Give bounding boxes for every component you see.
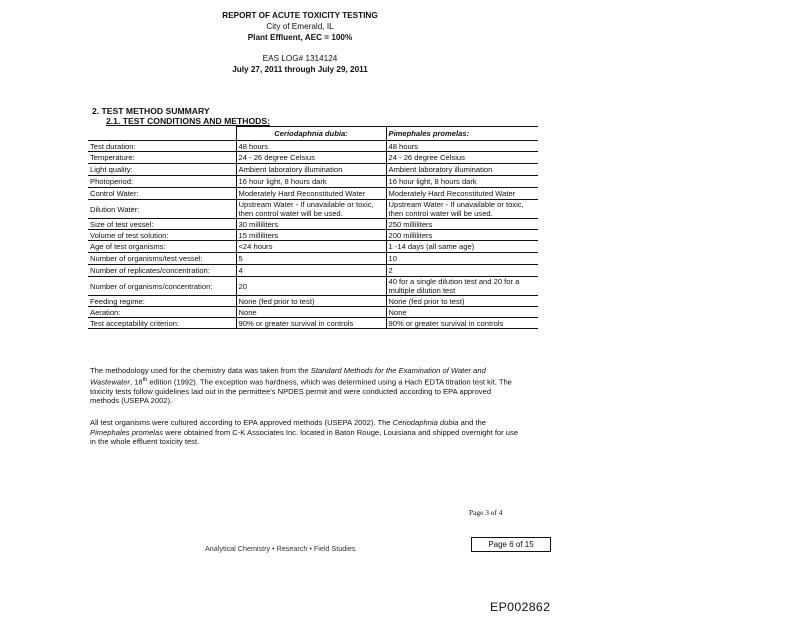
row-label: Number of organisms/concentration: bbox=[88, 277, 236, 296]
cell-pimephales: None (fed prior to test) bbox=[386, 296, 538, 307]
report-title: REPORT OF ACUTE TOXICITY TESTING bbox=[222, 11, 378, 20]
row-label: Age of test organisms: bbox=[88, 241, 236, 253]
para1-text-d: edition (1992). The exception was hardness, which was determined using a Hach EDTA titration test kit. The toxicity tests follow guidelines laid out in the permittee's NPDES permit and were conducted according to EPA approved methods (USEPA 2002). bbox=[90, 377, 512, 406]
cell-pimephales: 200 milliliters bbox=[386, 230, 538, 241]
cell-ceriodaphnia: 48 hours bbox=[236, 141, 386, 152]
cell-ceriodaphnia: Upstream Water - If unavailable or toxic, then control water will be used. bbox=[236, 200, 386, 219]
cell-pimephales: 2 bbox=[386, 265, 538, 277]
cell-pimephales: 90% or greater survival in controls bbox=[386, 318, 538, 329]
row-label: Test acceptability criterion: bbox=[88, 318, 236, 329]
methodology-paragraph bbox=[90, 366, 520, 406]
row-label: Light quality: bbox=[88, 164, 236, 176]
row-label: Dilution Water: bbox=[88, 200, 236, 219]
para2-text-d: Pimephales promelas bbox=[90, 427, 164, 437]
section-subheading: 2.1. TEST CONDITIONS AND METHODS: bbox=[106, 116, 270, 126]
test-conditions-table bbox=[88, 126, 538, 329]
cell-pimephales: 1 -14 days (all same age) bbox=[386, 241, 538, 253]
cell-pimephales: Upstream Water - If unavailable or toxic, then control water will be used. bbox=[386, 200, 538, 219]
table-row bbox=[88, 296, 538, 307]
cell-pimephales: 250 milliliters bbox=[386, 219, 538, 230]
cell-ceriodaphnia: Ambient laboratory illumination bbox=[236, 164, 386, 176]
organisms-paragraph bbox=[90, 418, 520, 447]
report-log: EAS LOG# 1314124 bbox=[262, 54, 338, 63]
row-label: Number of organisms/test vessel: bbox=[88, 253, 236, 265]
cell-ceriodaphnia: 30 milliliters bbox=[236, 219, 386, 230]
cell-ceriodaphnia: 16 hour light, 8 hours dark bbox=[236, 176, 386, 188]
cell-ceriodaphnia: 20 bbox=[236, 277, 386, 296]
cell-pimephales: 40 for a single dilution test and 20 for a multiple dilution test bbox=[386, 277, 538, 296]
table-row bbox=[88, 253, 538, 265]
page-of-label: Page 3 of 4 bbox=[469, 508, 503, 517]
table-row bbox=[88, 164, 538, 176]
para2-text-b: Ceriodaphnia dubia bbox=[392, 418, 459, 427]
cell-ceriodaphnia: <24 hours bbox=[236, 241, 386, 253]
table-row bbox=[88, 277, 538, 296]
cell-pimephales: Ambient laboratory illumination bbox=[386, 164, 538, 176]
para1-text-b: Standard Methods for the Examination of Water and Wastewater bbox=[90, 366, 486, 387]
table-row bbox=[88, 176, 538, 188]
bates-number: EP002862 bbox=[490, 600, 551, 614]
footer-org: Analytical Chemistry • Research • Field Studies bbox=[205, 544, 356, 553]
col-header-ceriodaphnia: Ceriodaphnia dubia: bbox=[236, 127, 386, 141]
para2-text-a: All test organisms were cultured according to EPA approved methods (USEPA 2002). The bbox=[90, 418, 393, 427]
page-number-box: Page 6 of 15 bbox=[471, 537, 551, 552]
table-row bbox=[88, 230, 538, 241]
table-row bbox=[88, 318, 538, 329]
table-row bbox=[88, 200, 538, 219]
table-row bbox=[88, 188, 538, 200]
cell-pimephales: 10 bbox=[386, 253, 538, 265]
report-city: City of Emerald, IL bbox=[266, 22, 334, 31]
cell-ceriodaphnia: 4 bbox=[236, 265, 386, 277]
report-dates: July 27, 2011 through July 29, 2011 bbox=[232, 65, 368, 74]
table-row bbox=[88, 265, 538, 277]
row-label: Photoperiod: bbox=[88, 176, 236, 188]
cell-ceriodaphnia: 90% or greater survival in controls bbox=[236, 318, 386, 329]
row-label: Test duration: bbox=[88, 141, 236, 152]
table-row bbox=[88, 241, 538, 253]
row-label: Control Water: bbox=[88, 188, 236, 200]
row-label: Feeding regime: bbox=[88, 296, 236, 307]
table-row bbox=[88, 219, 538, 230]
col-header-pimephales: Pimephales promelas: bbox=[386, 127, 538, 141]
para1-text-a: The methodology used for the chemistry data was taken from the bbox=[90, 366, 311, 375]
table-corner bbox=[88, 127, 236, 141]
row-label: Aeration: bbox=[88, 307, 236, 318]
table-row bbox=[88, 307, 538, 318]
cell-pimephales: Moderately Hard Reconstituted Water bbox=[386, 188, 538, 200]
table-row bbox=[88, 141, 538, 152]
row-label: Number of replicates/concentration: bbox=[88, 265, 236, 277]
cell-ceriodaphnia: 24 - 26 degree Celsius bbox=[236, 152, 386, 164]
para2-text-e: were obtained from C-K Associates Inc. located in Baton Rouge, Louisiana and shipped overnight for use in the whole effluent toxicity test. bbox=[90, 427, 519, 447]
para2-text-c: and the bbox=[458, 418, 486, 427]
cell-pimephales: 48 hours bbox=[386, 141, 538, 152]
section-heading: 2. TEST METHOD SUMMARY bbox=[92, 106, 210, 116]
cell-ceriodaphnia: None bbox=[236, 307, 386, 318]
cell-ceriodaphnia: 15 milliliters bbox=[236, 230, 386, 241]
report-effluent: Plant Effluent, AEC = 100% bbox=[247, 33, 353, 42]
cell-pimephales: 16 hour light, 8 hours dark bbox=[386, 176, 538, 188]
cell-ceriodaphnia: None (fed prior to test) bbox=[236, 296, 386, 307]
para1-text-c: , 18 bbox=[129, 377, 143, 387]
cell-pimephales: None bbox=[386, 307, 538, 318]
row-label: Temperature: bbox=[88, 152, 236, 164]
para1-sup: th bbox=[142, 376, 148, 383]
cell-pimephales: 24 - 26 degree Celsius bbox=[386, 152, 538, 164]
row-label: Size of test vessel: bbox=[88, 219, 236, 230]
row-label: Volume of test solution: bbox=[88, 230, 236, 241]
cell-ceriodaphnia: Moderately Hard Reconstituted Water bbox=[236, 188, 386, 200]
table-row bbox=[88, 152, 538, 164]
cell-ceriodaphnia: 5 bbox=[236, 253, 386, 265]
